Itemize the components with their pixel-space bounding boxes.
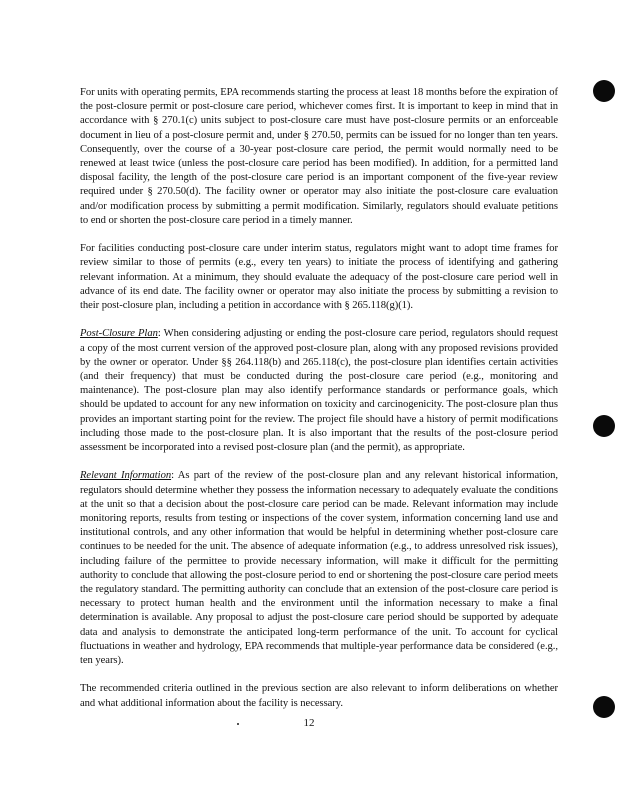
paragraph-text: : As part of the review of the post-closure plan and any relevant historical information, regulators should determine whether they possess the information necessary to adequately evaluate the conditions at the unit so that a decision about the post-closure care period can be made. Relevant information may include monitoring reports, results from testing or inspections of the cover system, information concerning land use and institutional controls, and any other information that would be helpful in determining whether post-closure care continues to be needed for the unit. The absence of adequate information (e.g., to address unresolved risk issues), including failure of the permittee to provide necessary information, will make it difficult for the permitting authority to conclude that allowing the post-closure period to end or shortening the post-closure care period meets the regulatory standard. The permitting authority can conclude that an extension of the post-closure care period is necessary to protect human health and the environment until the information necessary to make a final determination is available. Any proposal to adjust the post-closure care period should be supported by adequate data and analysis to demonstrate the anticipated long-term performance of the unit. To account for cyclical fluctuations in weather and hydrology, EPA recommends that multiple-year performance data be considered (e.g., ten years). (80, 470, 558, 667)
paragraph-interim-status (80, 242, 558, 313)
paragraph-text: For facilities conducting post-closure care under interim status, regulators might want to adopt time frames for review similar to those of permits (e.g., every ten years) to initiate the process of identifying and gathering relevant information. At a minimum, they should evaluate the adequacy of the post-closure care period well in advance of its end date. The facility owner or operator may also initiate the process by submitting a revision to their post-closure plan, including a petition in accordance with § 265.118(g)(1). (80, 243, 558, 312)
section-heading-post-closure-plan: Post-Closure Plan (80, 328, 158, 340)
paragraph-text: For units with operating permits, EPA recommends starting the process at least 18 months before the expiration of the post-closure permit or post-closure care period, whichever comes first. It is important to keep in mind that in accordance with § 270.1(c) units subject to post-closure care must have post-closure permits or an enforceable document in lieu of a post-closure permit and, under § 270.50, permits can be issued for no longer than ten years. Consequently, over the course of a 30-year post-closure care period, the permit would normally need to be renewed at least twice (unless the post-closure care period has been modified). In addition, for a permitted land disposal facility, the length of the post-closure care period is an important component of the five-year review required under § 270.50(d). The facility owner or operator may also initiate the post-closure care evaluation and/or modification process by submitting a permit modification. Similarly, regulators should evaluate petitions to end or shorten the post-closure care period in a timely manner. (80, 87, 558, 226)
punch-hole-middle (593, 415, 615, 437)
section-heading-relevant-information: Relevant Information (80, 470, 172, 482)
punch-hole-top (593, 80, 615, 102)
document-body (80, 86, 558, 725)
punch-hole-bottom (593, 696, 615, 718)
paragraph-text: : When considering adjusting or ending the post-closure care period, regulators should request a copy of the most current version of the approved post-closure plan, along with any proposed revisions provided by the owner or operator. Under §§ 264.118(b) and 265.118(c), the post-closure plan identifies certain activities (and their frequency) that must be conducted during the post-closure care period (e.g., monitoring and maintenance). The post-closure plan may also identify performance standards or performance goals, which should be updated to account for any new information on toxicity and carcinogenicity. The post-closure plan thus provides an important starting point for the review. The project file should have a history of permit modifications including those made to the post-closure plan. It is also important that the results of the post-closure period assessment be incorporated into a revised post-closure plan (and the permit), as appropriate. (80, 328, 559, 454)
paragraph-relevant-information (80, 469, 558, 668)
page-number: 12 (303, 717, 315, 729)
paragraph-recommended-criteria (80, 682, 558, 710)
paragraph-text: The recommended criteria outlined in the previous section are also relevant to inform deliberations on whether and what additional information about the facility is necessary. (80, 683, 558, 709)
paragraph-post-closure-plan (80, 327, 558, 455)
paragraph-operating-permits (80, 86, 558, 228)
